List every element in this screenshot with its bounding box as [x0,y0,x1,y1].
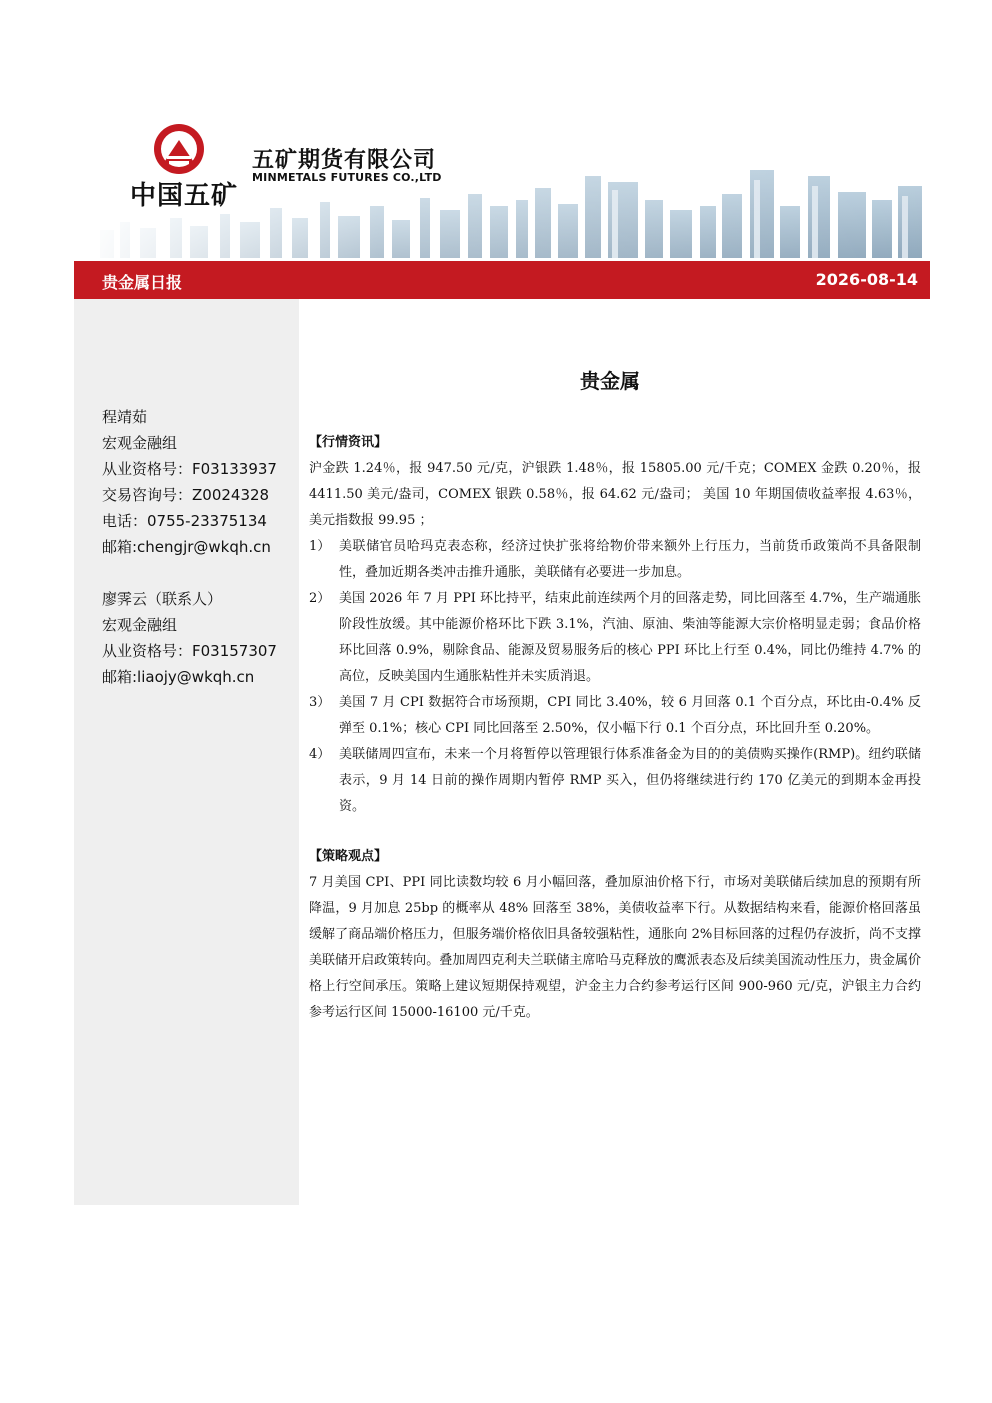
report-date: 2026-08-14 [815,270,918,289]
company-name-cn: 五矿期货有限公司 [252,148,437,173]
analyst-sidebar [74,299,299,1205]
list-item-text: 美国 7 月 CPI 数据符合市场预期，CPI 同比 3.40%，较 6 月回落 0.1 个百分点，环比由-0.4% 反弹至 0.1%；核心 CPI 同比回落至 2.50%，仅小幅下行 0.1 个百分点，环比回升至 0.20%。 [339,695,921,736]
minmetals-logo-icon [150,122,208,176]
section-spacer [309,820,921,844]
company-name-en: MINMETALS FUTURES CO.,LTD [252,171,442,184]
market-news-heading: 【行情资讯】 [309,435,388,450]
analyst-phone: 电话：0755-23375134 [102,512,267,530]
analyst-group: 宏观金融组 [102,616,178,634]
list-item-number: 2） [309,591,331,606]
analyst-name: 廖霁云（联系人） [102,590,223,608]
analyst-group: 宏观金融组 [102,434,178,452]
analyst-email: 邮箱:liaojy@wkqh.cn [102,668,255,686]
analyst-license: 从业资格号：F03133937 [102,460,277,478]
logo-text: 中国五矿 [130,181,239,211]
report-title-bar [74,261,930,299]
analyst-email: 邮箱:chengjr@wkqh.cn [102,538,271,556]
list-item-text: 美国 2026 年 7 月 PPI 环比持平，结束此前连续两个月的回落走势，同比回落至 4.7%，生产端通胀阶段性放缓。其中能源价格环比下跌 3.1%，汽油、原油、柴油等能源大宗价格明显走弱；食品价格环比回落 0.9%，剔除食品、能源及贸易服务后的核心 PPI 环比上行至 0.4%，同比仍维持 4.7% 的高位，反映美国内生通胀粘性并未实质消退。 [339,591,921,684]
list-item-number: 3） [309,695,331,710]
market-summary: 沪金跌 1.24％，报 947.50 元/克，沪银跌 1.48％，报 15805.00 元/千克；COMEX 金跌 0.20％，报 4411.50 美元/盎司，COMEX 银跌 0.58％，报 64.62 元/盎司； 美国 10 年期国债收益率报 4.63％，美元指数报 99.95 ； [309,461,921,528]
list-item-number: 1） [309,539,331,554]
report-body [309,430,921,1026]
report-header [0,0,992,258]
analyst-license: 从业资格号：F03157307 [102,642,277,660]
list-item [309,742,921,820]
report-type-title: 贵金属日报 [102,273,183,292]
list-item-text: 美联储周四宣布，未来一个月将暂停以管理银行体系准备金为目的的美债购买操作(RMP)。纽约联储表示，9 月 14 日前的操作周期内暂停 RMP 买入，但仍将继续进行约 170 亿美元的到期本金再投资。 [339,747,921,814]
analyst-consult-number: 交易咨询号：Z0024328 [102,486,270,504]
list-item [309,534,921,586]
strategy-text: 7 月美国 CPI、PPI 同比读数均较 6 月小幅回落，叠加原油价格下行，市场对美联储后续加息的预期有所降温，9 月加息 25bp 的概率从 48% 回落至 38%，美债收益率下行。从数据结构来看，能源价格回落虽缓解了商品端价格压力，但服务端价格依旧具备较强粘性，通胀向 2%目标回落的过程仍存波折，尚不支撑美联储开启政策转向。叠加周四克利夫兰联储主席哈马克释放的鹰派表态及后续美国流动性压力，贵金属价格上行空间承压。策略上建议短期保持观望，沪金主力合约参考运行区间 900-960 元/克，沪银主力合约参考运行区间 15000-16100 元/千克。 [309,875,921,1020]
analyst-name: 程靖茹 [102,408,148,426]
list-item-number: 4） [309,747,331,762]
strategy-heading: 【策略观点】 [309,849,388,864]
list-item-text: 美联储官员哈玛克表态称，经济过快扩张将给物价带来额外上行压力，当前货币政策尚不具备限制性，叠加近期各类冲击推升通胀，美联储有必要进一步加息。 [339,539,921,580]
list-item [309,586,921,690]
section-title: 贵金属 [580,369,640,393]
list-item [309,690,921,742]
